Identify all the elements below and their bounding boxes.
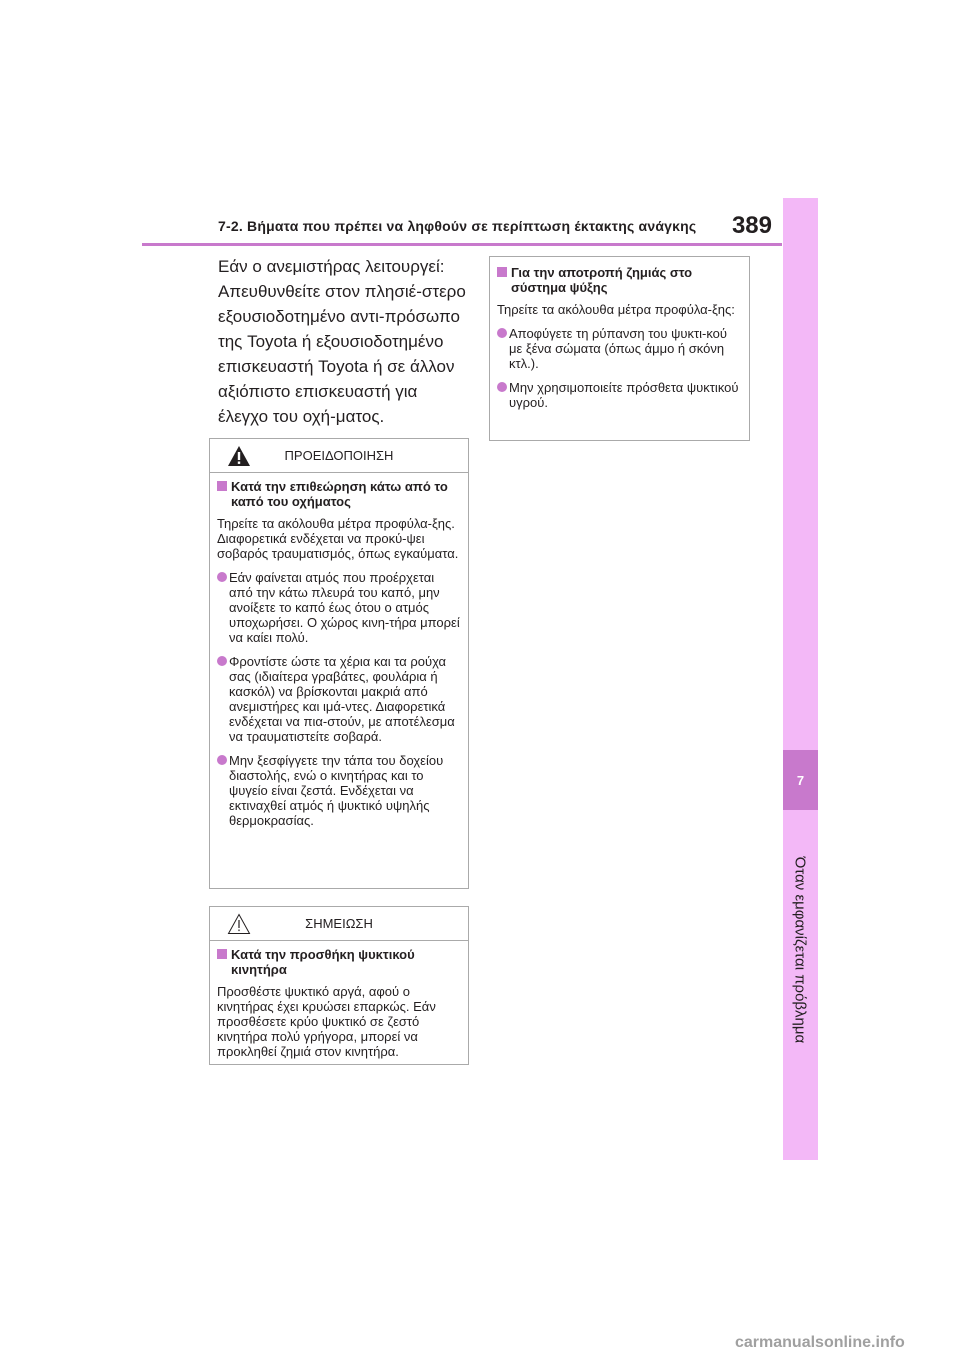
round-bullet-icon [497, 328, 507, 338]
cooling-intro: Τηρείτε τα ακόλουθα μέτρα προφύλα-ξης: [497, 302, 735, 317]
warning-triangle-icon [227, 445, 251, 467]
square-bullet-icon [217, 481, 227, 491]
cooling-system-box [489, 256, 750, 441]
site-watermark: carmanualsonline.info [735, 1334, 905, 1351]
notice-triangle-icon [227, 913, 251, 935]
cooling-bullet-text: Μην χρησιμοποιείτε πρόσθετα ψυκτικού υγρού. [509, 380, 739, 410]
round-bullet-icon [217, 572, 227, 582]
cooling-system-box-body [490, 257, 749, 427]
round-bullet-icon [217, 755, 227, 765]
warning-bullet-text: Φροντίστε ώστε τα χέρια και τα ρούχα σας (ιδιαίτερα γραβάτες, φουλάρια ή κασκόλ) να βρίσκονται μακριά από ανεμιστήρες και ιμά-ντες. Διαφορετικά ενδέχεται να πια-στούν, με αποτέλεσμα να τραυματιστείτε σοβαρά. [229, 654, 455, 744]
warning-bullet [217, 753, 460, 828]
cooling-bullet [497, 380, 741, 410]
cooling-bullet-text: Αποφύγετε τη ρύπανση του ψυκτι-κού με ξένα σώματα (όπως άμμο ή σκόνη κτλ.). [509, 326, 728, 371]
round-bullet-icon [217, 656, 227, 666]
warning-bullet [217, 570, 460, 645]
warning-intro: Τηρείτε τα ακόλουθα μέτρα προφύλα-ξης. Διαφορετικά ενδέχεται να προκύ-ψει σοβαρός τραυματισμός, όπως εγκαύματα. [217, 516, 459, 561]
warning-section-title [217, 479, 460, 509]
page-number: 389 [731, 212, 772, 239]
notice-section-title [217, 947, 460, 977]
notice-section-title-text: Κατά την προσθήκη ψυκτικού κινητήρα [231, 947, 415, 977]
warning-heading: ΠΡΟΕΙΔΟΠΟΙΗΣΗ [284, 448, 394, 463]
cooling-section-title-text: Για την αποτροπή ζημιάς στο σύστημα ψύξης [511, 265, 693, 295]
warning-bullet [217, 654, 460, 744]
warning-box-header [210, 439, 468, 473]
notice-heading: ΣΗΜΕΙΩΣΗ [305, 916, 373, 931]
warning-section-title-text: Κατά την επιθεώρηση κάτω από το καπό του οχήματος [231, 479, 448, 509]
notice-box [209, 906, 469, 1065]
warning-box [209, 438, 469, 889]
header-divider [142, 243, 782, 246]
page-header [142, 210, 782, 246]
notice-box-body [210, 941, 468, 1076]
warning-bullet-text: Εάν φαίνεται ατμός που προέρχεται από την κάτω πλευρά του καπό, μην ανοίξετε το καπό έως ότου ο ατμός υποχωρήσει. Ο χώρος κινη-τήρα μπορεί να καίει πολύ. [229, 570, 460, 645]
square-bullet-icon [497, 267, 507, 277]
notice-text: Προσθέστε ψυκτικό αργά, αφού ο κινητήρας έχει κρυώσει επαρκώς. Εάν προσθέσετε κρύο ψυκτικό σε ζεστό κινητήρα πολύ γρήγορα, μπορεί να προκληθεί ζημιά στον κινητήρα. [217, 984, 436, 1059]
warning-bullet-text: Μην ξεσφίγγετε την τάπα του δοχείου διαστολής, ενώ ο κινητήρας και το ψυγείο είναι ζεστά. Ενδέχεται να εκτιναχθεί ατμός ή ψυκτικό υψηλής θερμοκρασίας. [229, 753, 444, 828]
square-bullet-icon [217, 949, 227, 959]
chapter-number: 7 [783, 750, 818, 810]
warning-box-body [210, 473, 468, 845]
section-title: 7-2. Βήματα που πρέπει να ληφθούν σε περίπτωση έκτακτης ανάγκης [218, 218, 697, 234]
notice-box-header [210, 907, 468, 941]
cooling-section-title [497, 265, 741, 295]
round-bullet-icon [497, 382, 507, 392]
intro-paragraph: Εάν ο ανεμιστήρας λειτουργεί: Απευθυνθείτε στον πλησιέ-στερο εξουσιοδοτημένο αντι-πρόσωπο της Toyota ή εξουσιοδοτημένο επισκευαστή Toyota ή σε άλλον αξιόπιστο επισκευαστή για έλεγχο του οχή-ματος. [218, 257, 466, 426]
chapter-label: Όταν εμφανίζεται πρόβλημα [791, 856, 809, 1044]
cooling-bullet [497, 326, 741, 371]
